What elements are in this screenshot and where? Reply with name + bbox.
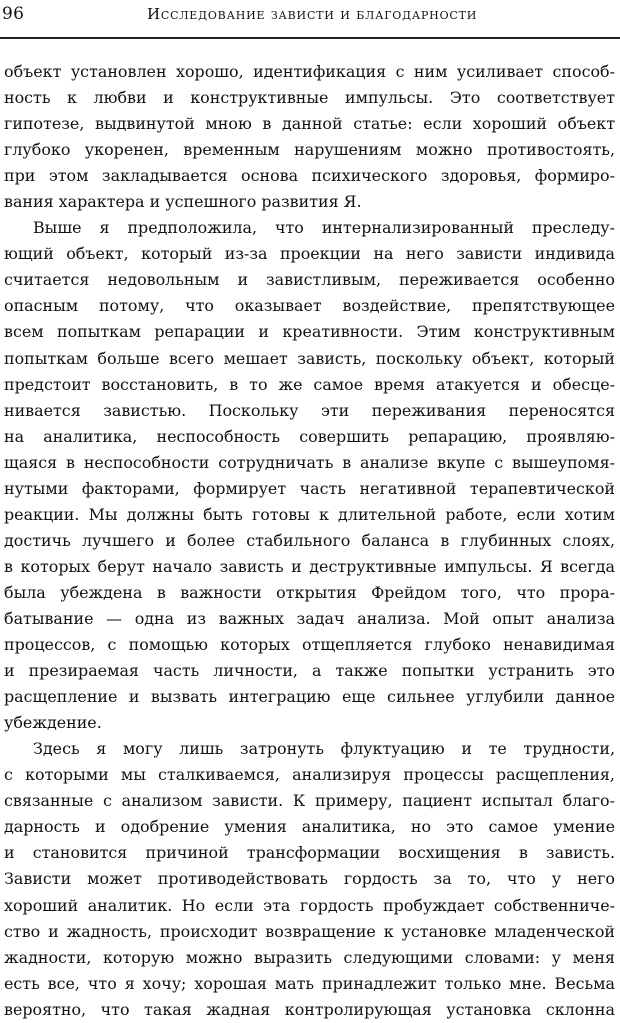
text-line: на аналитика, неспособность совершить репарацию, проявляю- — [4, 426, 615, 446]
text-line: всем попыткам репарации и креативности. Этим конструктивным — [4, 322, 615, 342]
text-line: связанные с анализом зависти. К примеру, пациент испытал благо- — [4, 791, 615, 811]
text-line: дарность и одобрение умения аналитика, но это самое умение — [4, 817, 615, 837]
text-line: опасным потому, что оказывает воздействие, препятствующее — [4, 296, 615, 316]
text-line: батывание — одна из важных задач анализа. Мой опыт анализа — [4, 608, 615, 628]
paragraph — [4, 736, 615, 1023]
text-line: щаяся в неспособности сотрудничать в анализе вкупе с вышеупомя- — [4, 452, 615, 472]
text-line: убеждение. — [4, 713, 102, 733]
text-line: Зависти может противодействовать гордость за то, что у него — [4, 869, 615, 889]
text-line: хороший аналитик. Но если эта гордость пробуждает собственниче- — [4, 895, 615, 915]
text-line: ющий объект, который из-за проекции на него зависти индивида — [4, 244, 615, 264]
text-line: вания характера и успешного развития Я. — [4, 192, 362, 212]
text-line: нутыми факторами, формирует часть негативной терапевтической — [4, 478, 615, 498]
text-line: объект установлен хорошо, идентификация с ним усиливает способ- — [4, 62, 615, 81]
text-line: расщепление и вызвать интеграцию еще сильнее углубили данное — [4, 687, 615, 707]
text-line: Здесь я могу лишь затронуть флуктуацию и те трудности, — [33, 739, 615, 759]
text-line: и становится причиной трансформации восхищения в зависть. — [4, 843, 615, 863]
text-line: при этом закладывается основа психического здоровья, формиро- — [4, 166, 615, 186]
paragraph — [4, 59, 615, 215]
text-line: процессов, с помощью которых отщепляется глубоко ненавидимая — [4, 635, 615, 655]
text-line: ство и жадность, происходит возвращение к установке младенческой — [4, 921, 615, 941]
text-line: гипотезе, выдвинутой мною в данной статье: если хороший объект — [4, 114, 615, 134]
text-line: жадности, которую можно выразить следующими словами: у меня — [4, 947, 615, 967]
text-line: с которыми мы сталкиваемся, анализируя процессы расщепления, — [4, 765, 615, 785]
page-body — [4, 59, 615, 1023]
text-line: нивается завистью. Поскольку эти переживания переносятся — [4, 400, 615, 420]
page-header — [0, 0, 620, 40]
text-line: Выше я предположила, что интернализированный преследу- — [33, 218, 615, 238]
text-line: глубоко укоренен, временным нарушениям можно противостоять, — [4, 140, 615, 160]
page-number: 96 — [2, 4, 25, 24]
text-line: реакции. Мы должны быть готовы к длительной работе, если хотим — [4, 504, 615, 524]
text-line: попыткам больше всего мешает зависть, поскольку объект, который — [4, 348, 615, 368]
text-line: есть все, что я хочу; хорошая мать принадлежит только мне. Весьма — [4, 973, 615, 993]
text-line: в которых берут начало зависть и деструктивные импульсы. Я всегда — [4, 556, 615, 576]
running-title: Исследование зависти и благодарности — [147, 5, 478, 23]
paragraph — [4, 215, 615, 736]
text-line: предстоит восстановить, в то же самое время атакуется и обесце- — [4, 374, 615, 394]
text-line: вероятно, что такая жадная контролирующая установка склонна — [4, 999, 615, 1019]
text-line: считается недовольным и завистливым, переживается особенно — [4, 270, 615, 290]
header-divider — [0, 37, 620, 39]
text-line: и презираемая часть личности, а также попытки устранить это — [4, 661, 615, 681]
text-line: была убеждена в важности открытия Фрейдом того, что прора- — [4, 582, 615, 602]
text-line: достичь лучшего и более стабильного баланса в глубинных слоях, — [4, 530, 615, 550]
text-line: ность к любви и конструктивные импульсы. Это соответствует — [4, 88, 615, 108]
